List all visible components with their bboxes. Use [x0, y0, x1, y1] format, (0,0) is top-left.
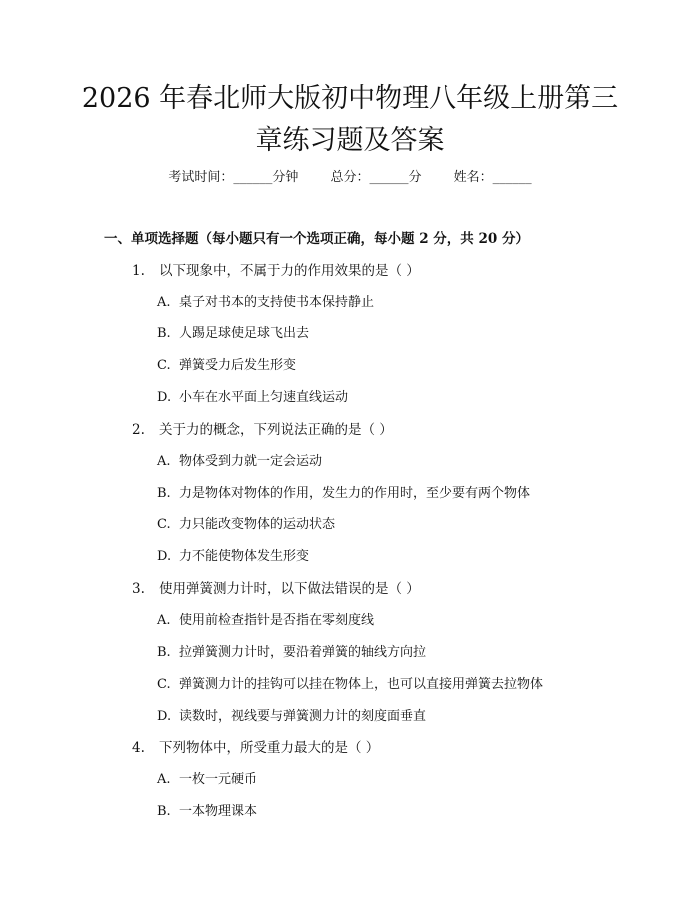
option-letter: D. [157, 709, 172, 724]
option-letter: C. [157, 358, 171, 373]
option-text: 力是物体对物体的作用，发生力的作用时，至少要有两个物体 [179, 486, 531, 501]
exam-meta [0, 169, 700, 187]
question-text: 关于力的概念，下列说法正确的是（ ） [159, 422, 393, 438]
option-text: 一枚一元硬币 [179, 772, 258, 787]
option-letter: A. [157, 295, 171, 310]
option-text: 力只能改变物体的运动状态 [179, 517, 336, 532]
option-letter: B. [157, 486, 171, 501]
option [157, 485, 530, 503]
option [157, 516, 335, 534]
option-letter: A. [157, 772, 171, 787]
question-number: 3. [132, 581, 145, 597]
question-4 [132, 739, 379, 757]
option-text: 使用前检查指针是否指在零刻度线 [179, 613, 375, 628]
option [157, 708, 426, 726]
document-title [60, 78, 640, 162]
option [157, 803, 257, 821]
option [157, 771, 257, 789]
option-letter: B. [157, 804, 171, 819]
option-text: 读数时，视线要与弹簧测力计的刻度面垂直 [179, 709, 427, 724]
option-letter: B. [157, 326, 171, 341]
option-text: 物体受到力就一定会运动 [179, 454, 323, 469]
question-text: 使用弹簧测力计时，以下做法错误的是（ ） [159, 581, 420, 597]
exam-score: 总分：______分 [330, 170, 422, 185]
question-2 [132, 421, 393, 439]
option-text: 小车在水平面上匀速直线运动 [179, 390, 349, 405]
question-1 [132, 262, 420, 280]
option-letter: A. [157, 454, 171, 469]
option [157, 453, 322, 471]
option-letter: B. [157, 645, 171, 660]
option [157, 644, 426, 662]
option [157, 325, 309, 343]
question-3 [132, 580, 420, 598]
question-text: 下列物体中，所受重力最大的是（ ） [159, 740, 380, 756]
option [157, 294, 374, 312]
exam-time: 考试时间：______分钟 [168, 170, 299, 185]
option-text: 一本物理课本 [179, 804, 258, 819]
title-line-2: 章练习题及答案 [255, 125, 445, 156]
question-number: 1. [132, 263, 145, 279]
option [157, 389, 348, 407]
option [157, 548, 309, 566]
title-line-1: 2026 年春北师大版初中物理八年级上册第三 [81, 83, 619, 114]
option-text: 弹簧测力计的挂钩可以挂在物体上，也可以直接用弹簧去拉物体 [179, 677, 544, 692]
question-number: 2. [132, 422, 145, 438]
option-text: 桌子对书本的支持使书本保持静止 [179, 295, 375, 310]
section-heading: 一、单项选择题（每小题只有一个选项正确，每小题 2 分，共 20 分） [104, 231, 529, 247]
option-text: 拉弹簧测力计时，要沿着弹簧的轴线方向拉 [179, 645, 427, 660]
question-number: 4. [132, 740, 145, 756]
option-letter: A. [157, 613, 171, 628]
option-letter: C. [157, 677, 171, 692]
option-letter: D. [157, 390, 172, 405]
option [157, 612, 374, 630]
option-letter: D. [157, 549, 172, 564]
option-letter: C. [157, 517, 171, 532]
question-text: 以下现象中，不属于力的作用效果的是（ ） [159, 263, 420, 279]
option-text: 弹簧受力后发生形变 [179, 358, 297, 373]
student-name: 姓名：______ [453, 170, 532, 185]
option [157, 676, 543, 694]
option-text: 力不能使物体发生形变 [179, 549, 310, 564]
option-text: 人踢足球使足球飞出去 [179, 326, 310, 341]
option [157, 357, 296, 375]
